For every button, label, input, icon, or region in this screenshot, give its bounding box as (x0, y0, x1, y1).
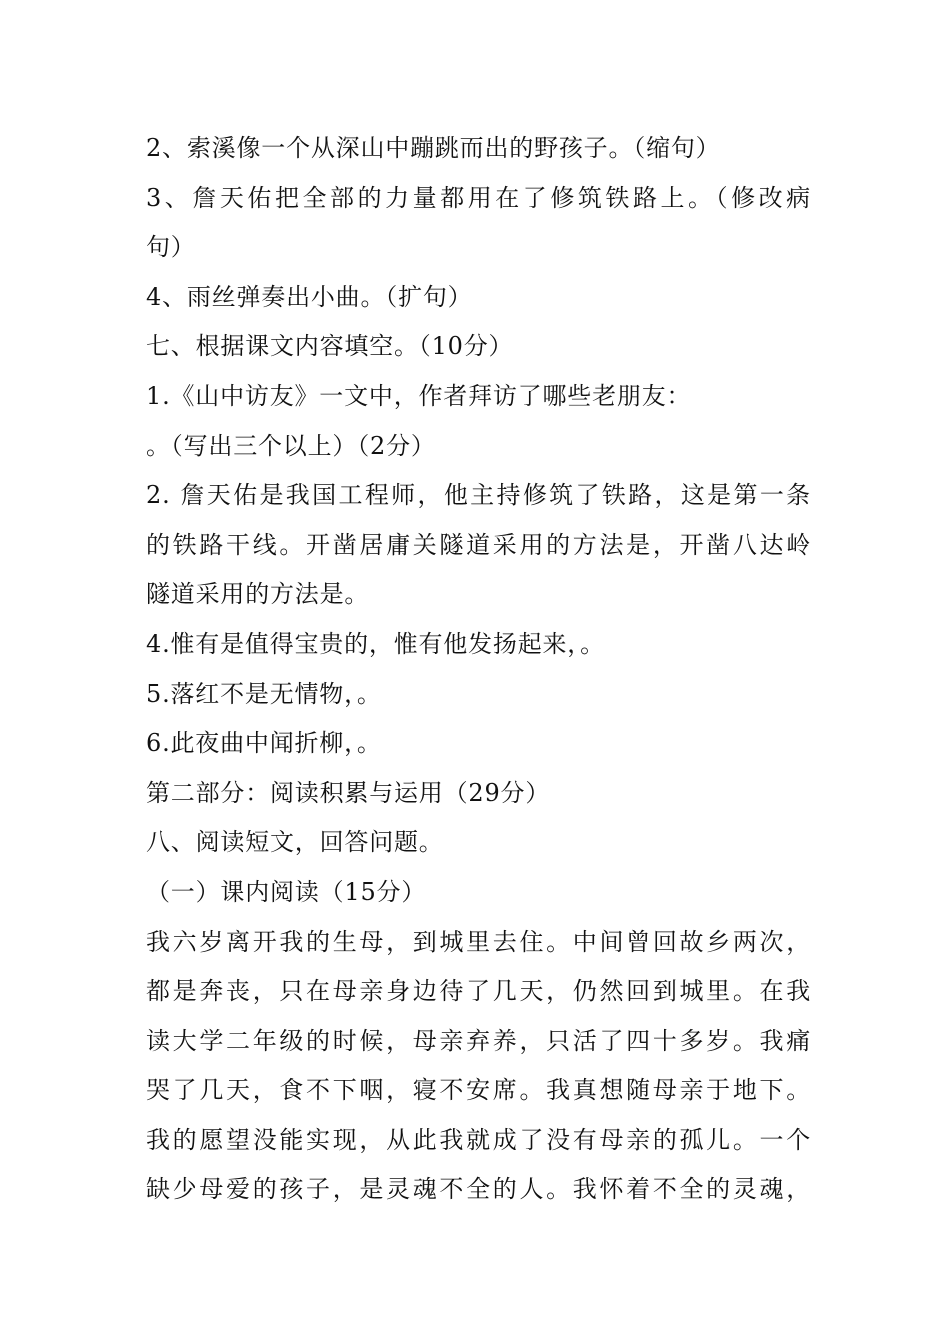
text-line: 。（写出三个以上）（2分） (146, 431, 436, 460)
text-line: 隧道采用的方法是。 (146, 580, 370, 609)
text-line: 句） (146, 233, 196, 262)
text-line: 读大学二年级的时候，母亲弃养，只活了四十多岁。我痛 (146, 1026, 811, 1055)
text-line: 2. 詹天佑是我国工程师，他主持修筑了铁路，这是第一条 (146, 481, 811, 510)
text-line: 2、索溪像一个从深山中蹦跳而出的野孩子。（缩句） (146, 134, 721, 162)
text-line: （一）课内阅读（15分） (146, 877, 427, 906)
text-line: 我六岁离开我的生母，到城里去住。中间曾回故乡两次， (146, 927, 811, 956)
text-line: 都是奔丧，只在母亲身边待了几天，仍然回到城里。在我 (146, 977, 811, 1006)
text-line: 八、阅读短文，回答问题。 (146, 828, 444, 857)
document-page (146, 124, 811, 1215)
text-line: 七、根据课文内容填空。（10分） (146, 332, 514, 361)
text-line: 5.落红不是无情物，。 (146, 679, 382, 708)
text-line: 6.此夜曲中闻折柳，。 (146, 729, 382, 758)
text-line: 3、詹天佑把全部的力量都用在了修筑铁路上。（修改病 (146, 183, 811, 212)
text-line: 的铁路干线。开凿居庸关隧道采用的方法是，开凿八达岭 (146, 530, 811, 559)
text-line: 缺少母爱的孩子，是灵魂不全的人。我怀着不全的灵魂， (146, 1175, 811, 1204)
text-line: 4.惟有是值得宝贵的，惟有他发扬起来，。 (146, 629, 605, 658)
text-line: 哭了几天，食不下咽，寝不安席。我真想随母亲于地下。 (146, 1076, 811, 1105)
text-line: 第二部分：阅读积累与运用（29分） (146, 778, 551, 807)
text-line: 我的愿望没能实现，从此我就成了没有母亲的孤儿。一个 (146, 1125, 811, 1154)
text-line: 4、雨丝弹奏出小曲。（扩句） (146, 282, 473, 311)
text-line: 1.《山中访友》一文中，作者拜访了哪些老朋友： (146, 381, 692, 410)
